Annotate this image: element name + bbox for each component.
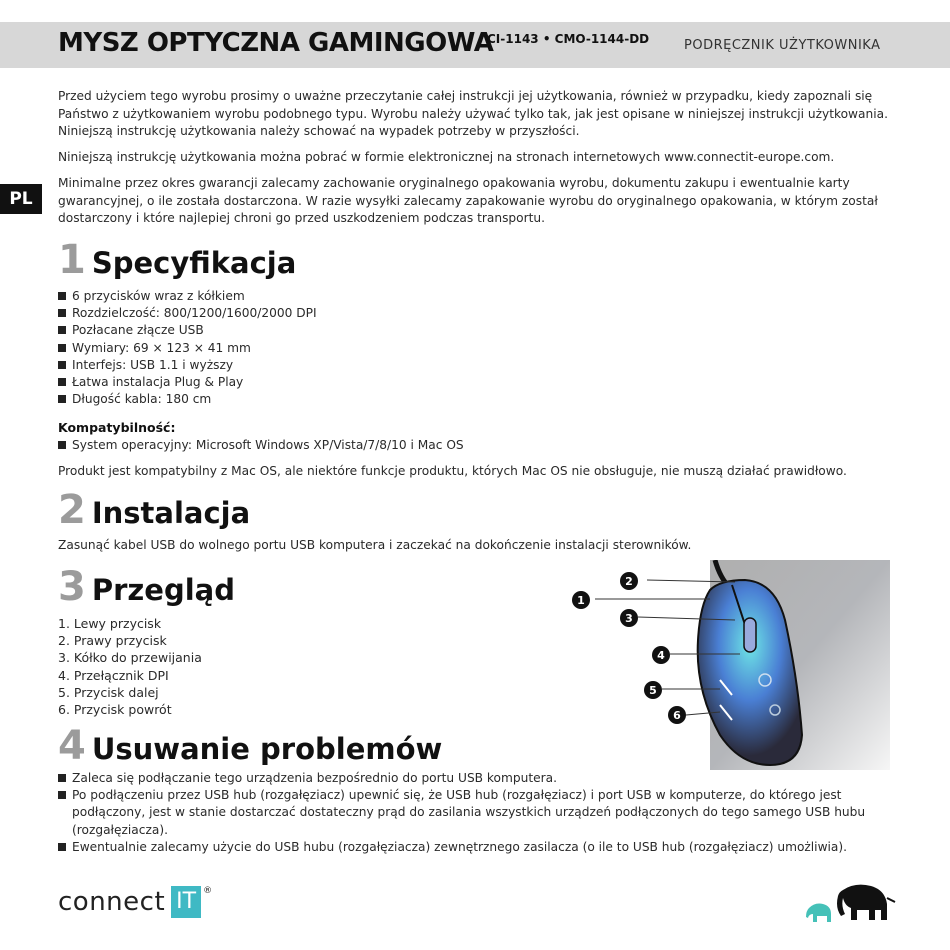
callout-2: 2 [620, 572, 638, 590]
list-item: Łatwa instalacja Plug & Play [58, 374, 898, 391]
trouble-list [58, 770, 898, 856]
callout-6: 6 [668, 706, 686, 724]
logo-registered: ® [203, 886, 213, 896]
section-number: 4 [58, 723, 86, 769]
callout-5: 5 [644, 681, 662, 699]
section-trouble-heading [58, 723, 443, 769]
section-spec-heading [58, 237, 297, 283]
callout-4: 4 [652, 646, 670, 664]
page-title: MYSZ OPTYCZNA GAMINGOWA [58, 28, 494, 58]
section-title: Specyfikacja [91, 246, 297, 280]
mouse-illustration [570, 560, 890, 770]
model-number: CI-1143 • CMO-1144-DD [487, 32, 650, 46]
callout-3: 3 [620, 609, 638, 627]
list-item: 5. Przycisk dalej [58, 684, 159, 700]
mouse-image [570, 560, 890, 770]
section-number: 1 [58, 237, 86, 283]
list-item: Zaleca się podłączanie tego urządzenia bezpośrednio do portu USB komputera. [58, 770, 898, 787]
section-install-heading [58, 487, 251, 533]
intro-paragraph-1: Przed użyciem tego wyrobu prosimy o uważne przeczytanie całej instrukcji jej użytkowania, również w przypadku, kiedy zapoznali się Państwo z użytkowaniem wyrobu podobnego typu. Wyrobu należy używać tylko tak, jak jest opisane w niniejszej instrukcji użytkowania. Niniejszą instrukcję użytkowania należy schować na wypadek potrzeby w przyszłości. [58, 89, 888, 138]
section-overview-heading [58, 564, 235, 610]
logo-it-box: IT [171, 886, 201, 918]
list-item: Wymiary: 69 × 123 × 41 mm [58, 340, 898, 357]
list-item: 2. Prawy przycisk [58, 633, 167, 649]
list-item: 6. Przycisk powrót [58, 702, 172, 718]
list-item: Pozłacane złącze USB [58, 322, 898, 339]
section-title: Przegląd [91, 573, 235, 607]
manual-label: PODRĘCZNIK UŻYTKOWNIKA [684, 38, 881, 53]
section-title: Instalacja [91, 496, 251, 530]
compat-list [58, 437, 898, 454]
overview-list [58, 615, 202, 718]
mac-note: Produkt jest kompatybilny z Mac OS, ale niektóre funkcje produktu, których Mac OS nie obsługuje, nie muszą działać prawidłowo. [58, 464, 847, 478]
brand-logo [58, 886, 212, 918]
callout-1: 1 [572, 591, 590, 609]
section-number: 3 [58, 564, 86, 610]
section-number: 2 [58, 487, 86, 533]
list-item: Rozdzielczość: 800/1200/1600/2000 DPI [58, 305, 898, 322]
list-item: 6 przycisków wraz z kółkiem [58, 288, 898, 305]
elephant-icon [805, 880, 897, 926]
section-title: Usuwanie problemów [91, 732, 443, 766]
list-item: 1. Lewy przycisk [58, 616, 162, 631]
list-item: Długość kabla: 180 cm [58, 391, 898, 408]
install-text: Zasunąć kabel USB do wolnego portu USB komputera i zaczekać na dokończenie instalacji sterowników. [58, 538, 692, 552]
intro-paragraph-2: Niniejszą instrukcję użytkowania można pobrać w formie elektronicznej na stronach internetowych www.connectit-europe.com. [58, 150, 835, 164]
list-item: Ewentualnie zalecamy użycie do USB hubu (rozgałęziacza) zewnętrznego zasilacza (o ile to USB hub (rozgałęziacz) umożliwia). [58, 839, 898, 856]
spec-list [58, 288, 898, 408]
language-tab: PL [0, 184, 42, 214]
list-item: 4. Przełącznik DPI [58, 667, 169, 683]
list-item: Po podłączeniu przez USB hub (rozgałęziacz) upewnić się, że USB hub (rozgałęziacz) i port USB w komputerze, do którego jest podłączony, jest w stanie dostarczać dostateczny prąd do zasilania wszystkich urządzeń podłączonych do tego samego USB hubu (rozgałęziacza). [58, 787, 898, 839]
logo-word: connect [58, 887, 166, 917]
compat-heading: Kompatybilność: [58, 420, 176, 435]
list-item: Interfejs: USB 1.1 i wyższy [58, 357, 898, 374]
list-item: System operacyjny: Microsoft Windows XP/Vista/7/8/10 i Mac OS [58, 437, 898, 454]
intro-paragraph-3: Minimalne przez okres gwarancji zalecamy zachowanie oryginalnego opakowania wyrobu, dokumentu zakupu i ewentualnie karty gwarancyjnej, o ile została dostarczona. W razie wysyłki zalecamy zapakowanie wyrobu do oryginalnego opakowania, w którym został dostarczony i które najlepiej chroni go przed uszkodzeniem podczas transportu. [58, 176, 878, 225]
list-item: 3. Kółko do przewijania [58, 650, 202, 666]
